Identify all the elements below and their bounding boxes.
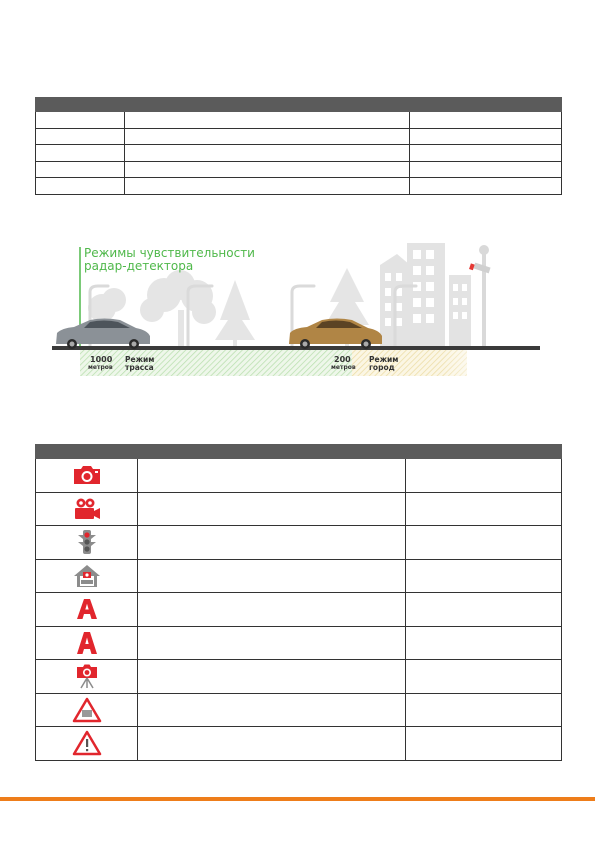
table-cell: [36, 112, 125, 129]
table-row: [36, 145, 562, 162]
highway-distance: 1000: [90, 355, 113, 364]
highway-mode-label: [125, 356, 154, 372]
warning-sign-icon: [72, 730, 102, 756]
table-cell: [138, 626, 406, 660]
highway-unit: метров: [88, 364, 113, 371]
city-unit: метров: [331, 364, 356, 371]
radar-sensitivity-illustration: [52, 240, 542, 380]
table-icons: [35, 444, 562, 761]
table-header-row: [36, 98, 562, 112]
table-cell: [138, 459, 406, 493]
table-row: [36, 161, 562, 178]
icon-cell: [36, 559, 138, 593]
mode-line: Режим: [125, 355, 155, 364]
table-cell: [138, 559, 406, 593]
icon-cell: [36, 492, 138, 526]
table-cell: [406, 660, 562, 694]
table-cell: [138, 593, 406, 627]
camera-icon: [72, 464, 102, 486]
table-row: [36, 727, 562, 761]
table-cell: [406, 559, 562, 593]
city-distance: 200: [334, 355, 351, 364]
footer-orange-bar: [0, 797, 595, 801]
icon-cell: [36, 693, 138, 727]
table-cell: [36, 161, 125, 178]
silver-car-icon: [56, 319, 150, 350]
table-cell: [138, 693, 406, 727]
table-cell: [406, 459, 562, 493]
table-cell: [125, 128, 410, 145]
table-cell: [138, 526, 406, 560]
table-cell: [406, 593, 562, 627]
table-row: [36, 693, 562, 727]
header-cell: [410, 98, 562, 112]
header-cell: [36, 98, 125, 112]
city-mode-label: [369, 356, 398, 372]
dps-post-icon: [73, 564, 101, 588]
icon-cell: [36, 593, 138, 627]
table-row: [36, 526, 562, 560]
illustration-title: [84, 247, 255, 273]
road-a-icon: [76, 598, 98, 620]
table-cell: [406, 693, 562, 727]
table-cell: [138, 492, 406, 526]
icon-cell: [36, 660, 138, 694]
header-cell: [36, 445, 138, 459]
header-cell: [125, 98, 410, 112]
table-cell: [410, 128, 562, 145]
icon-cell: [36, 626, 138, 660]
table-cell: [410, 178, 562, 195]
header-cell: [406, 445, 562, 459]
table-row: [36, 559, 562, 593]
road-a-bold-icon: [76, 631, 98, 655]
gold-car-icon: [289, 319, 382, 350]
icon-cell: [36, 459, 138, 493]
table-top: [35, 97, 562, 195]
mode-line: Режим: [369, 355, 399, 364]
traffic-light-icon: [76, 529, 98, 555]
table-row: [36, 178, 562, 195]
table-cell: [36, 145, 125, 162]
table-row: [36, 459, 562, 493]
table-cell: [36, 128, 125, 145]
table-row: [36, 128, 562, 145]
table-cell: [406, 626, 562, 660]
table-cell: [125, 112, 410, 129]
pedestrian-crossing-sign-icon: [72, 697, 102, 723]
table-cell: [138, 660, 406, 694]
table-cell: [406, 727, 562, 761]
road: [52, 346, 540, 350]
header-cell: [138, 445, 406, 459]
table-cell: [410, 161, 562, 178]
icon-cell: [36, 526, 138, 560]
table-cell: [125, 178, 410, 195]
table-cell: [406, 526, 562, 560]
speed-camera-pole: [469, 245, 490, 350]
icon-cell: [36, 727, 138, 761]
table-cell: [125, 161, 410, 178]
table-row: [36, 112, 562, 129]
table-cell: [138, 727, 406, 761]
table-header-row: [36, 445, 562, 459]
mode-line: город: [369, 363, 395, 372]
mode-line: трасса: [125, 363, 154, 372]
title-line: Режимы чувствительности: [84, 246, 255, 260]
table-cell: [410, 112, 562, 129]
table-row: [36, 626, 562, 660]
table-row: [36, 492, 562, 526]
table-cell: [125, 145, 410, 162]
table-cell: [406, 492, 562, 526]
table-cell: [410, 145, 562, 162]
table-row: [36, 593, 562, 627]
mobile-camera-icon: [74, 663, 100, 689]
video-camera-icon: [72, 497, 102, 521]
title-line: радар-детектора: [84, 259, 194, 273]
table-row: [36, 660, 562, 694]
table-cell: [36, 178, 125, 195]
